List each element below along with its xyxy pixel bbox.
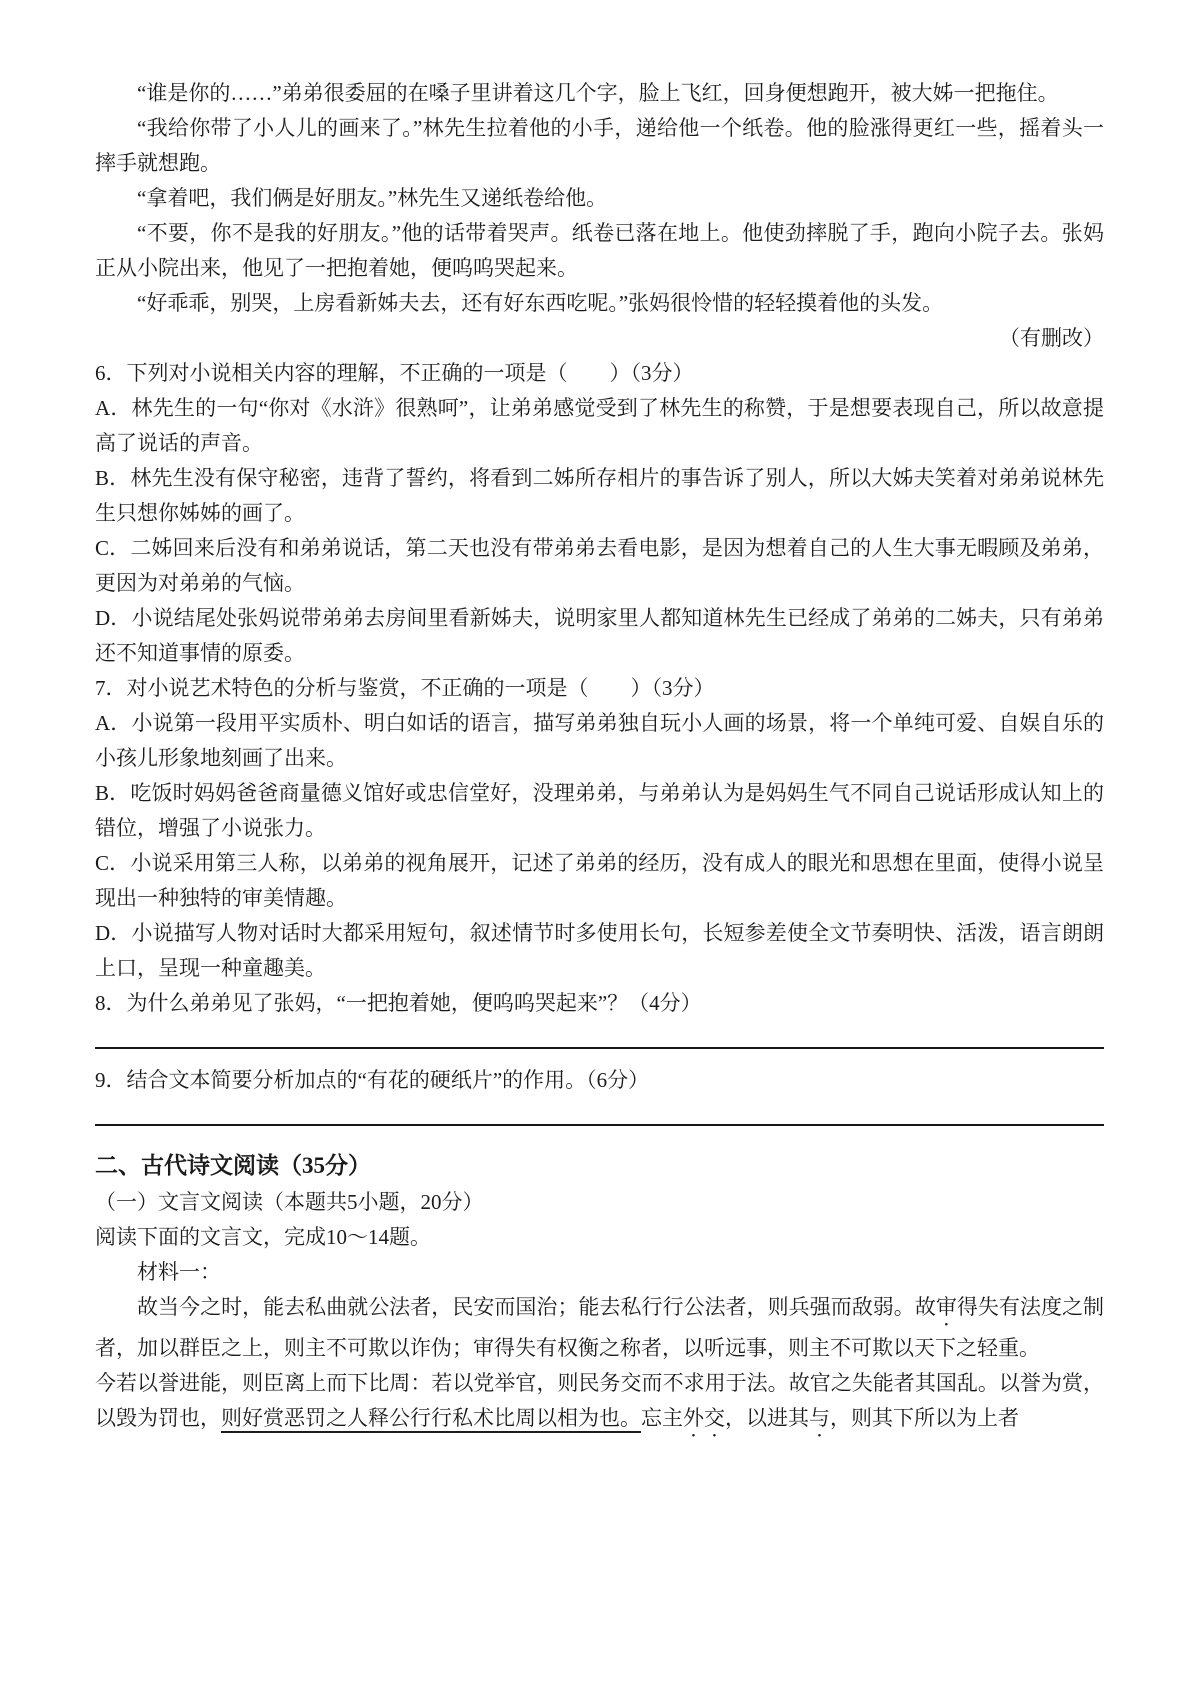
text-run: A．小说第一段用平实质朴、明白如话的语言，描写弟弟独自玩小人画的场景，将一个单纯可爱、自娱自乐的小孩儿形象地刻画了出来。 — [95, 711, 1104, 770]
dotted-emphasis-text: 与 — [809, 1406, 830, 1430]
section-heading — [95, 1140, 1104, 1185]
text-run: 故当今之时，能去私曲就公法者，民安而国治；能去私行行公法者，则兵强而敌弱。故 — [137, 1295, 936, 1319]
story-paragraph — [95, 181, 1104, 216]
question-7-option-d — [95, 916, 1104, 986]
text-run: B．林先生没有保守秘密，违背了誓约，将看到二姊所存相片的事告诉了别人，所以大姊夫笑着对弟弟说林先生只想你姊姊的画了。 — [95, 466, 1104, 525]
text-run: 今若以誉进能，则臣离上而下比周：若以党举官，则民务交而不求用于法。故官之失能者其国乱。以誉为赏，以毁为罚也， — [95, 1371, 1104, 1430]
text-run: “谁是你的……”弟弟很委屈的在嗓子里讲着这几个字，脸上飞红，回身便想跑开，被大姊一把拖住。 — [137, 81, 1059, 105]
question-7-option-a — [95, 706, 1104, 776]
question-6-option-b — [95, 461, 1104, 531]
underlined-text: 则好赏恶罚之人释公行行私术比周以相为也。 — [221, 1406, 641, 1430]
document-paragraphs — [95, 76, 1104, 1442]
question-7-option-c — [95, 846, 1104, 916]
text-run: “好乖乖，别哭，上房看新姊夫去，还有好东西吃呢。”张妈很怜惜的轻轻摸着他的头发。 — [137, 291, 944, 315]
question-6-option-c — [95, 531, 1104, 601]
material-label — [95, 1255, 1104, 1290]
text-run: ，则其下所以为上者 — [830, 1406, 1019, 1430]
question-7 — [95, 671, 1104, 706]
subsection-heading — [95, 1185, 1104, 1220]
text-run: 9．结合文本简要分析加点的“有花的硬纸片”的作用。（6分） — [95, 1068, 650, 1092]
text-run: （一）文言文阅读（本题共5小题，20分） — [95, 1190, 484, 1214]
text-run: B．吃饭时妈妈爸爸商量德义馆好或忠信堂好，没理弟弟，与弟弟认为是妈妈生气不同自己说话形成认知上的错位，增强了小说张力。 — [95, 781, 1104, 840]
text-run: ，以进其 — [725, 1406, 809, 1430]
question-6 — [95, 356, 1104, 391]
text-run: D．小说描写人物对话时大都采用短句，叙述情节时多使用长句，长短参差使全文节奏明快、活泼，语言朗朗上口，呈现一种童趣美。 — [95, 921, 1104, 980]
text-run: 阅读下面的文言文，完成10～14题。 — [95, 1225, 431, 1249]
text-run: 忘主 — [641, 1406, 683, 1430]
text-run: D．小说结尾处张妈说带弟弟去房间里看新姊夫，说明家里人都知道林先生已经成了弟弟的二姊夫，只有弟弟还不知道事情的原委。 — [95, 606, 1104, 665]
text-run: 6．下列对小说相关内容的理解，不正确的一项是（ ）（3分） — [95, 361, 694, 385]
text-run: C．小说采用第三人称，以弟弟的视角展开，记述了弟弟的经历，没有成人的眼光和思想在里面，使得小说呈现出一种独特的审美情趣。 — [95, 851, 1104, 910]
text-run: 7．对小说艺术特色的分析与鉴赏，不正确的一项是（ ）（3分） — [95, 676, 715, 700]
text-run: “不要，你不是我的好朋友。”他的话带着哭声。纸卷已落在地上。他使劲摔脱了手，跑向小院子去。张妈正从小院出来，他见了一把抱着她，便呜呜哭起来。 — [95, 221, 1104, 280]
text-run: C．二姊回来后没有和弟弟说话，第二天也没有带弟弟去看电影，是因为想着自己的人生大事无暇顾及弟弟，更因为对弟弟的气恼。 — [95, 536, 1104, 595]
question-9 — [95, 1063, 1104, 1098]
text-run: 二、古代诗文阅读（35分） — [95, 1153, 371, 1178]
reading-instruction — [95, 1220, 1104, 1255]
story-paragraph — [95, 286, 1104, 321]
text-run: “拿着吧，我们俩是好朋友。”林先生又递纸卷给他。 — [137, 186, 608, 210]
dotted-emphasis-text: 外交 — [683, 1406, 725, 1430]
story-paragraph — [95, 76, 1104, 111]
text-run: 材料一： — [137, 1260, 221, 1284]
dotted-emphasis-text: 审 — [935, 1295, 957, 1319]
text-run: 得失有法度之制者，加以群臣之上，则主不可欺以诈伪；审得失有权衡之称者，以听远事，则主不可欺以天下之轻重。 — [95, 1295, 1105, 1360]
story-paragraph — [95, 111, 1104, 181]
classical-paragraph — [95, 1366, 1104, 1442]
text-run: A．林先生的一句“你对《水浒》很熟呵”，让弟弟感觉受到了林先生的称赞，于是想要表现自己，所以故意提高了说话的声音。 — [95, 396, 1104, 455]
source-note — [95, 321, 1104, 356]
question-8 — [95, 986, 1104, 1021]
question-7-option-b — [95, 776, 1104, 846]
text-run: 8．为什么弟弟见了张妈，“一把抱着她，便呜呜哭起来”？（4分） — [95, 991, 702, 1015]
text-run: （有删改） — [999, 326, 1104, 350]
question-6-option-a — [95, 391, 1104, 461]
answer-line — [95, 1021, 1104, 1049]
classical-paragraph — [95, 1290, 1104, 1366]
text-run: “我给你带了小人儿的画来了。”林先生拉着他的小手，递给他一个纸卷。他的脸涨得更红一些，摇着头一摔手就想跑。 — [95, 116, 1104, 175]
question-6-option-d — [95, 601, 1104, 671]
answer-line — [95, 1098, 1104, 1126]
story-paragraph — [95, 216, 1104, 286]
